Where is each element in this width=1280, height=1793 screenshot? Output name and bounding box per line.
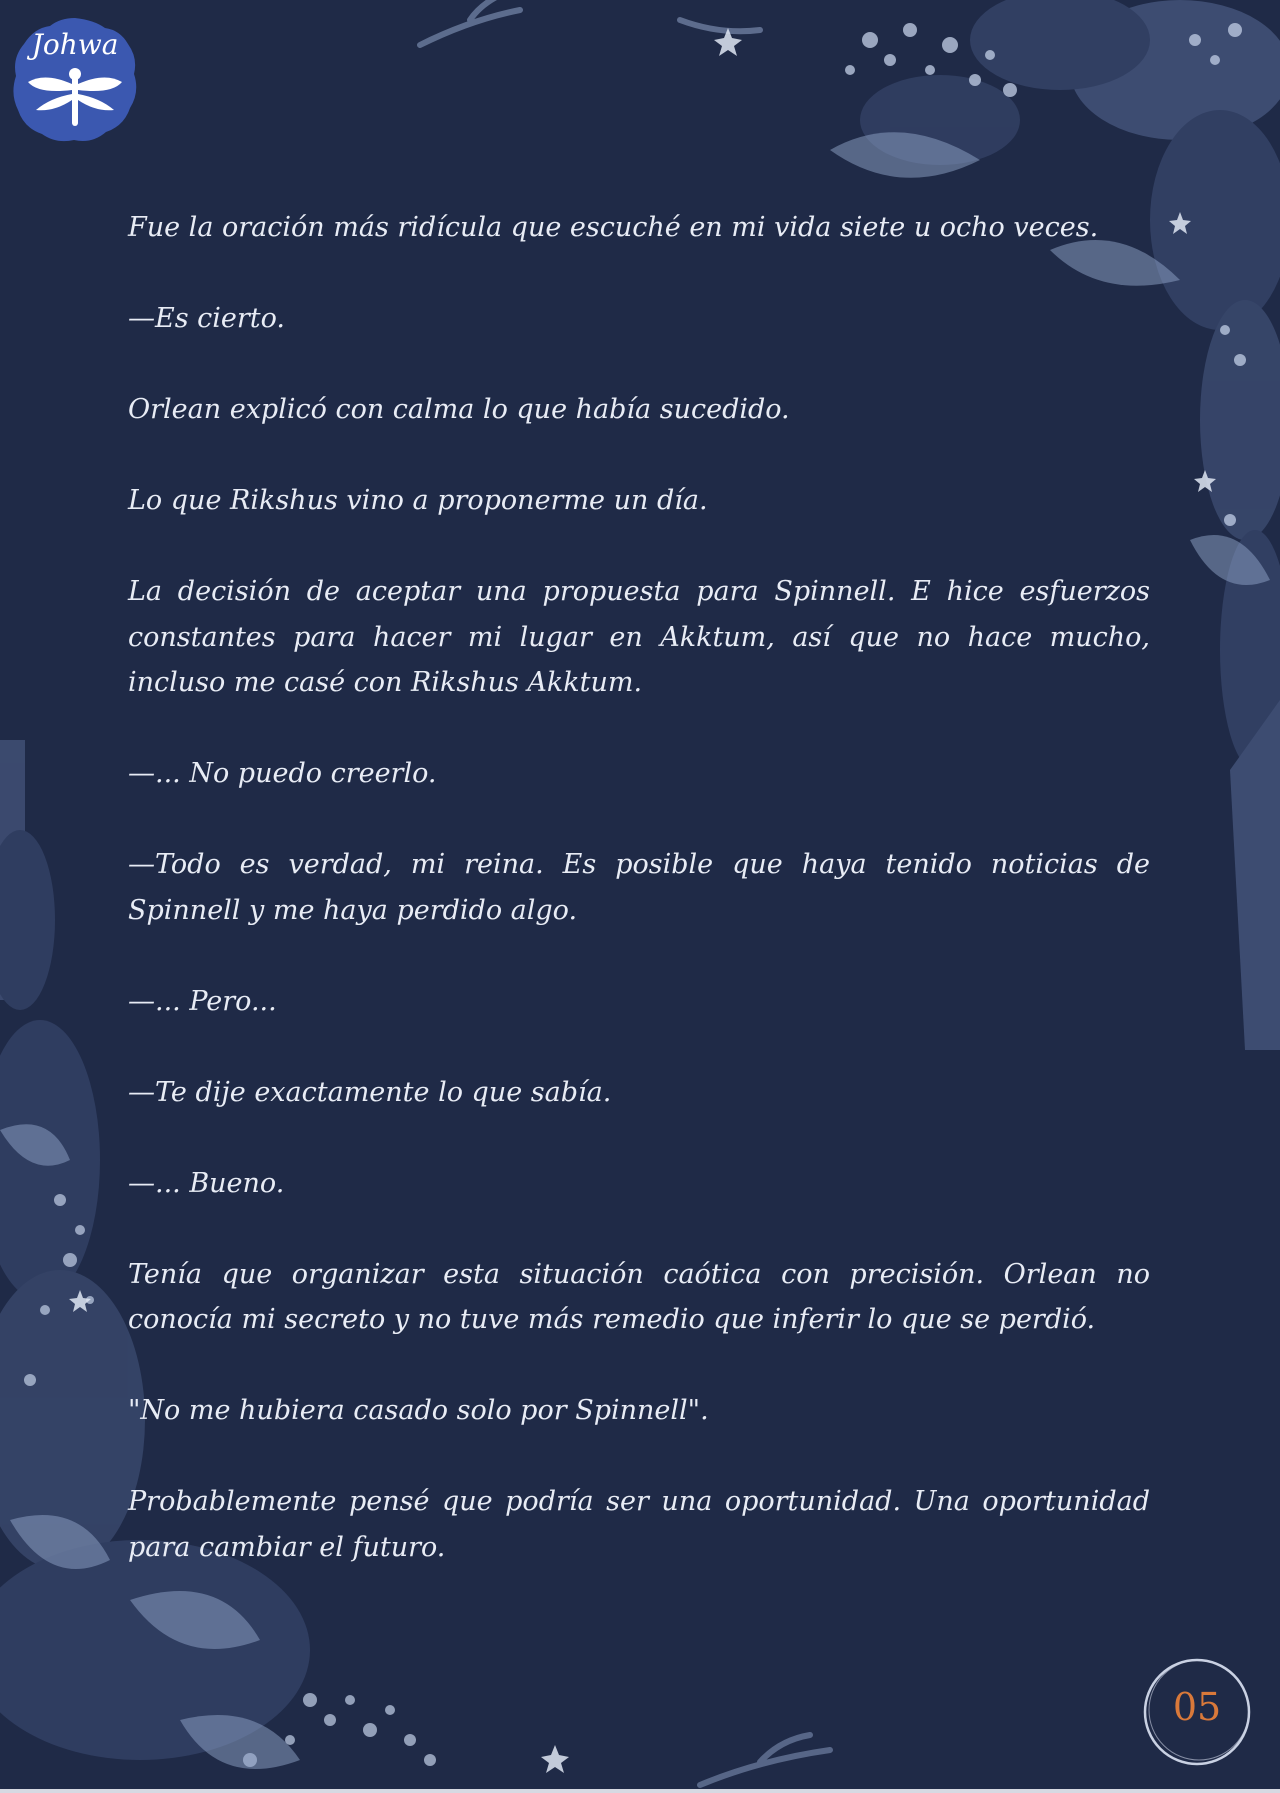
paragraph: Fue la oración más ridícula que escuché en mi vida siete u ocho veces. <box>128 212 1099 243</box>
paragraph: Orlean explicó con calma lo que había sucedido. <box>128 394 790 425</box>
chapter-text <box>128 205 1150 1616</box>
johwa-logo <box>10 14 140 146</box>
paragraph: "No me hubiera casado solo por Spinnell". <box>128 1395 709 1426</box>
paragraph: Tenía que organizar esta situación caótica con precisión. Orlean no conocía mi secreto y no tuve más remedio que inferir lo que se perdió. <box>128 1258 1150 1335</box>
paragraph: La decisión de aceptar una propuesta para Spinnell. E hice esfuerzos constantes para hacer mi lugar en Akktum, así que no hace mucho, incluso me casé con Rikshus Akktum. <box>128 576 1150 698</box>
paragraph: —Es cierto. <box>128 303 286 334</box>
bottom-divider <box>0 1789 1280 1793</box>
paragraph: —Todo es verdad, mi reina. Es posible que haya tenido noticias de Spinnell y me haya perdido algo. <box>128 849 1150 926</box>
paragraph: Lo que Rikshus vino a proponerme un día. <box>128 485 708 516</box>
paragraph: —... Pero... <box>128 985 277 1017</box>
paragraph: —Te dije exactamente lo que sabía. <box>128 1076 612 1108</box>
logo-text: Johwa <box>31 28 119 61</box>
paragraph: —... No puedo creerlo. <box>128 758 437 789</box>
page-number: 05 <box>1172 1685 1222 1729</box>
paragraph: Probablemente pensé que podría ser una oportunidad. Una oportunidad para cambiar el futuro. <box>128 1486 1150 1563</box>
paragraph: —... Bueno. <box>128 1167 285 1199</box>
